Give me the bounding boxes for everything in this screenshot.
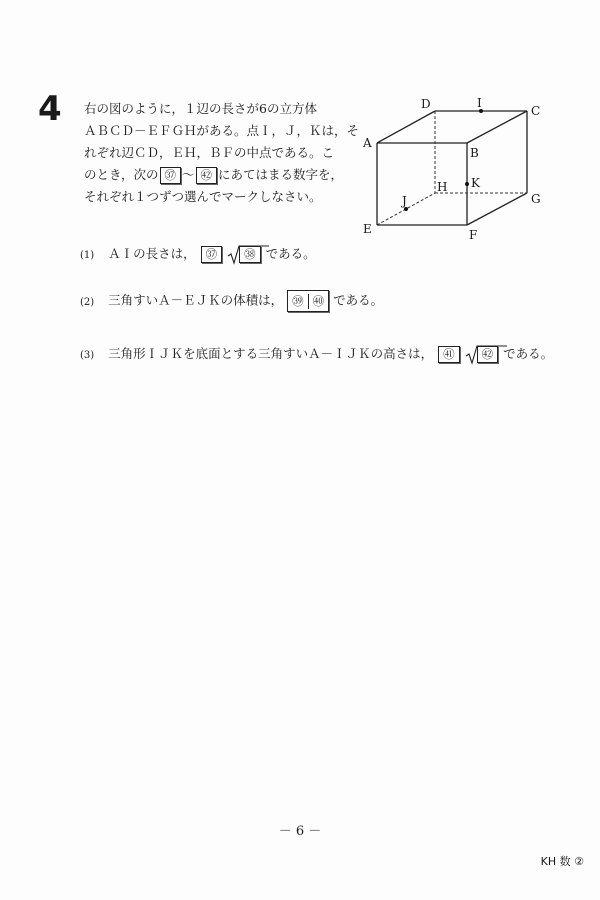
answer-box-37: ㊲ — [201, 246, 223, 263]
answer-box-39: ㊴ — [292, 294, 304, 308]
label-k: K — [471, 176, 480, 190]
subquestion-3-suffix: である。 — [503, 346, 554, 361]
intro-line-4 — [84, 164, 354, 186]
cube-figure — [355, 95, 555, 245]
question-intro — [84, 98, 360, 208]
label-c: C — [531, 104, 541, 118]
subquestion-3 — [80, 344, 553, 366]
subquestion-2-suffix: である。 — [333, 292, 384, 308]
edge-ad — [377, 111, 435, 143]
subquestion-3-number: (3) — [80, 350, 95, 361]
label-g: G — [531, 192, 541, 206]
label-b: B — [470, 146, 479, 160]
label-e: E — [363, 222, 372, 236]
answer-box-41: ㊶ — [438, 346, 460, 363]
answer-box-40: ㊵ — [308, 294, 329, 309]
label-i: I — [477, 96, 482, 110]
intro-line-2: ＡＢＣＤ－ＥＦＧＨがある。点Ｉ，Ｊ，Ｋは，そ — [84, 123, 360, 138]
subquestion-2-text: 三角すいＡ－ＥＪＫの体積は， — [108, 292, 284, 308]
answer-box-pair-39-40 — [287, 290, 329, 312]
intro-line-4-after: にあてはまる数字を， — [218, 167, 344, 182]
label-h: H — [437, 180, 448, 194]
subquestion-2-number: (2) — [80, 296, 95, 308]
answer-box-range-end: ㊷ — [196, 167, 218, 184]
subquestion-1-number: (1) — [80, 250, 95, 261]
subquestion-3-text: 三角形ＩＪＫを底面とする三角すいＡ－ＩＪＫの高さは， — [108, 346, 434, 361]
tilde: ～ — [182, 167, 195, 182]
question-number: 4 — [38, 89, 62, 129]
answer-box-range-start: ㊲ — [160, 167, 182, 184]
label-j: J — [402, 194, 407, 208]
page-number: － 6 － — [278, 824, 322, 839]
label-f: F — [469, 228, 478, 242]
label-d: D — [421, 97, 431, 111]
edge-bc — [467, 111, 527, 143]
intro-line-4-before: のとき，次の — [84, 167, 159, 182]
intro-line-1: 右の図のように，１辺の長さが6の立方体 — [84, 101, 317, 116]
point-k — [465, 182, 469, 186]
answer-box-38: ㊳ — [239, 246, 261, 263]
intro-line-3: れぞれ辺ＣＤ，ＥＨ，ＢＦの中点である。こ — [84, 145, 335, 160]
subquestion-1 — [80, 244, 316, 266]
answer-box-42: ㊷ — [477, 346, 499, 363]
subquestion-1-suffix: である。 — [265, 246, 316, 261]
subquestion-1-text: ＡＩの長さは， — [108, 246, 196, 261]
intro-line-5: それぞれ１つずつ選んでマークしなさい。 — [84, 189, 322, 204]
subquestion-2 — [80, 290, 383, 313]
footer-code: KH 数 ② — [540, 855, 584, 868]
edge-fg — [467, 193, 527, 225]
label-a: A — [363, 136, 372, 150]
